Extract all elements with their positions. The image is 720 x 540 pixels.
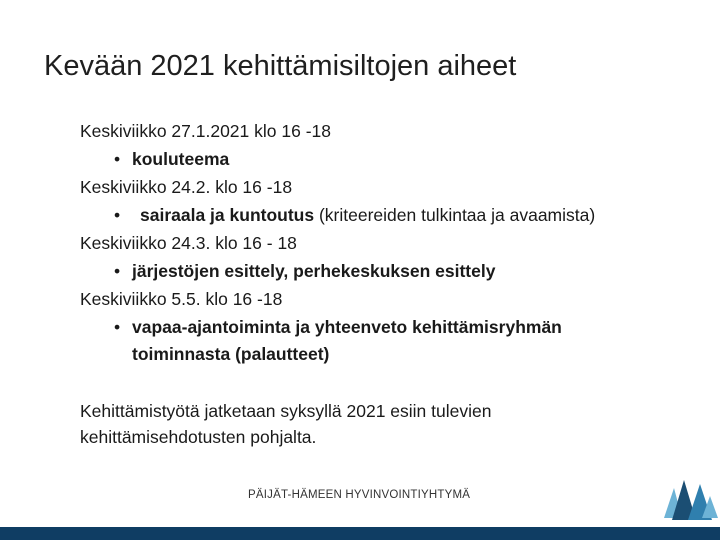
bullet-icon: • — [114, 261, 121, 281]
topic-bold: sairaala ja kuntoutus — [140, 205, 315, 225]
slide-title: Kevään 2021 kehittämisiltojen aiheet — [44, 50, 517, 82]
bullet-icon: • — [114, 149, 121, 169]
session-topic — [80, 314, 632, 368]
topic-bold: järjestöjen esittely, perhekeskuksen esittely — [132, 261, 496, 281]
topic-bold: kouluteema — [132, 149, 230, 169]
session-list — [80, 117, 700, 368]
session-date: Keskiviikko 27.1.2021 klo 16 -18 — [80, 121, 331, 141]
session-topic — [80, 202, 700, 229]
organization-logo — [658, 474, 720, 522]
session-date: Keskiviikko 5.5. klo 16 -18 — [80, 289, 283, 309]
session-date: Keskiviikko 24.2. klo 16 -18 — [80, 177, 293, 197]
topic-bold: vapaa-ajantoiminta ja yhteenveto kehittämisryhmän toiminnasta (palautteet) — [132, 317, 562, 364]
topic-note: (kriteereiden tulkintaa ja avaamista) — [314, 205, 596, 225]
bottom-bar — [0, 527, 720, 540]
bullet-icon: • — [114, 205, 121, 225]
footer-organization: PÄIJÄT-HÄMEEN HYVINVOINTIYHTYMÄ — [248, 489, 471, 501]
bullet-icon: • — [114, 317, 121, 337]
session-topic — [80, 258, 700, 285]
session-date: Keskiviikko 24.3. klo 16 - 18 — [80, 233, 297, 253]
closing-paragraph: Kehittämistyötä jatketaan syksyllä 2021 esiin tulevien kehittämisehdotusten pohjalta. — [80, 401, 492, 447]
session-topic — [80, 146, 700, 173]
